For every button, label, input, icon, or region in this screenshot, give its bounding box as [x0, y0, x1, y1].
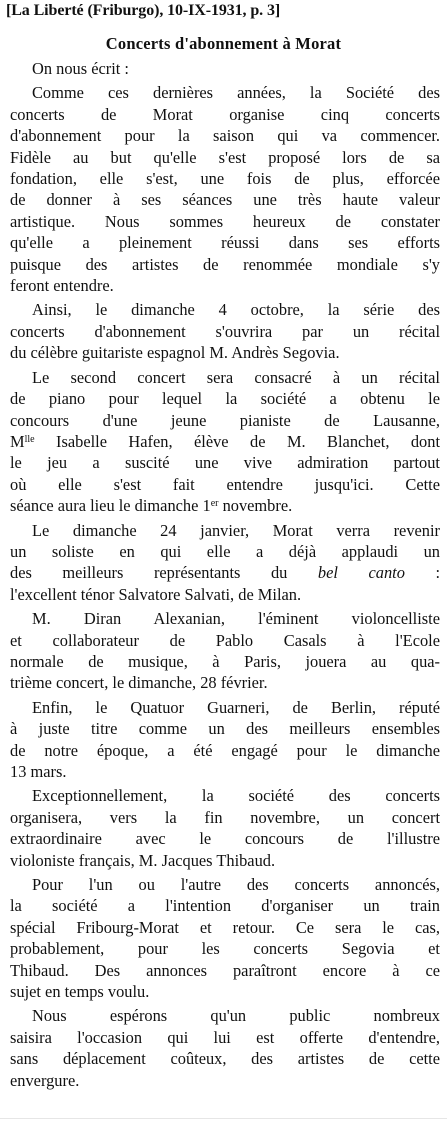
text-line: spécial Fribourg-Morat et retour. Ce sera le cas,: [10, 917, 440, 937]
paragraph: [10, 367, 440, 517]
paragraph: [10, 874, 440, 1002]
source-citation: [La Liberté (Friburgo), 10-IX-1931, p. 3]: [6, 2, 281, 19]
text-line: Le dimanche 24 janvier, Morat verra revenir: [32, 520, 440, 540]
article-body: [10, 58, 440, 1091]
text-line: Comme ces dernières années, la Société des: [32, 83, 440, 103]
text-line: saisira l'occasion qui lui est offerte d'entendre,: [10, 1027, 440, 1047]
paragraph: [10, 697, 440, 783]
text-line: violoniste français, M. Jacques Thibaud.: [10, 850, 276, 870]
text-line: de notre époque, a été engagé pour le dimanche: [10, 740, 440, 760]
text-line: trième concert, le dimanche, 28 février.: [10, 673, 268, 693]
paragraph: [10, 520, 440, 606]
text-line: du célèbre guitariste espagnol M. Andrès Segovia.: [10, 343, 340, 363]
text-line: Enfin, le Quatuor Guarneri, de Berlin, réputé: [32, 697, 440, 717]
text-line: un soliste en qui elle a déjà applaudi un: [10, 541, 440, 561]
text-line: Le second concert sera consacré à un récital: [32, 367, 440, 387]
text-line: et collaborateur de Pablo Casals à l'Ecole: [10, 630, 440, 650]
text-line: où elle s'est fait entendre jusqu'ici. Cette: [10, 474, 440, 494]
paragraph: [10, 82, 440, 296]
text-line: de piano pour lequel la société a obtenu le: [10, 389, 440, 409]
text-line: qu'elle a pleinement réussi dans ses efforts: [10, 233, 440, 253]
text-line: des meilleurs représentants du bel canto :: [10, 563, 441, 583]
paragraph: [10, 608, 440, 694]
text-line: d'abonnement pour la saison qui va commencer.: [10, 126, 440, 146]
text-line: le jeu a suscité une vive admiration partout: [10, 453, 440, 473]
paragraph: [10, 1005, 440, 1091]
text-line: envergure.: [10, 1070, 80, 1090]
text-line: M. Diran Alexanian, l'éminent violoncelliste: [32, 609, 440, 629]
paragraph: [10, 58, 440, 79]
text-line: extraordinaire avec le concours de l'illustre: [10, 829, 440, 849]
text-line: Fidèle au but qu'elle s'est proposé lors de sa: [10, 147, 440, 167]
text-line: Exceptionnellement, la société des concerts: [32, 786, 440, 806]
text-line: $M^{lle}$ Isabelle Hafen, élève de M. Blanchet, dont: [10, 431, 440, 451]
text-line: artistique. Nous sommes heureux de constater: [10, 211, 440, 231]
text-line: concours d'une jeune pianiste de Lausanne,: [10, 410, 440, 430]
text-line: puisque des artistes de renommée mondiale s'y: [10, 254, 440, 274]
text-line: de donner à ses séances une très haute valeur: [10, 190, 440, 210]
text-line: organisera, vers la fin novembre, un concert: [10, 807, 440, 827]
page-edge-rule: [0, 1118, 447, 1119]
text-line: sans déplacement coûteux, des artistes de cette: [10, 1049, 440, 1069]
text-line: Pour l'un ou l'autre des concerts annoncés,: [32, 875, 440, 895]
text-line: probablement, pour les concerts Segovia et: [10, 939, 440, 959]
text-line: On nous écrit :: [32, 59, 129, 78]
text-line: Thibaud. Des annonces paraîtront encore à ce: [10, 960, 440, 980]
article-headline: Concerts d'abonnement à Morat: [105, 34, 342, 53]
text-line: feront entendre.: [10, 276, 114, 296]
text-line: fondation, elle s'est, une fois de plus, efforcée: [10, 169, 440, 189]
text-line: 13 mars.: [10, 762, 67, 781]
text-line: à juste titre comme un des meilleurs ensembles: [10, 719, 440, 739]
text-line: la société a l'intention d'organiser un train: [10, 896, 440, 916]
paragraph: [10, 785, 440, 871]
text-line: séance aura lieu le dimanche 1er novembre.: [10, 496, 293, 516]
text-line: sujet en temps voulu.: [10, 982, 150, 1002]
text-line: Nous espérons qu'un public nombreux: [32, 1006, 440, 1026]
text-line: l'excellent ténor Salvatore Salvati, de Milan.: [10, 584, 302, 604]
text-line: concerts de Morat organise cinq concerts: [10, 104, 440, 124]
text-line: Ainsi, le dimanche 4 octobre, la série des: [32, 300, 440, 320]
text-line: concerts d'abonnement s'ouvrira par un récital: [10, 321, 440, 341]
text-line: normale de musique, à Paris, jouera au qua-: [10, 651, 440, 671]
paragraph: [10, 299, 440, 363]
